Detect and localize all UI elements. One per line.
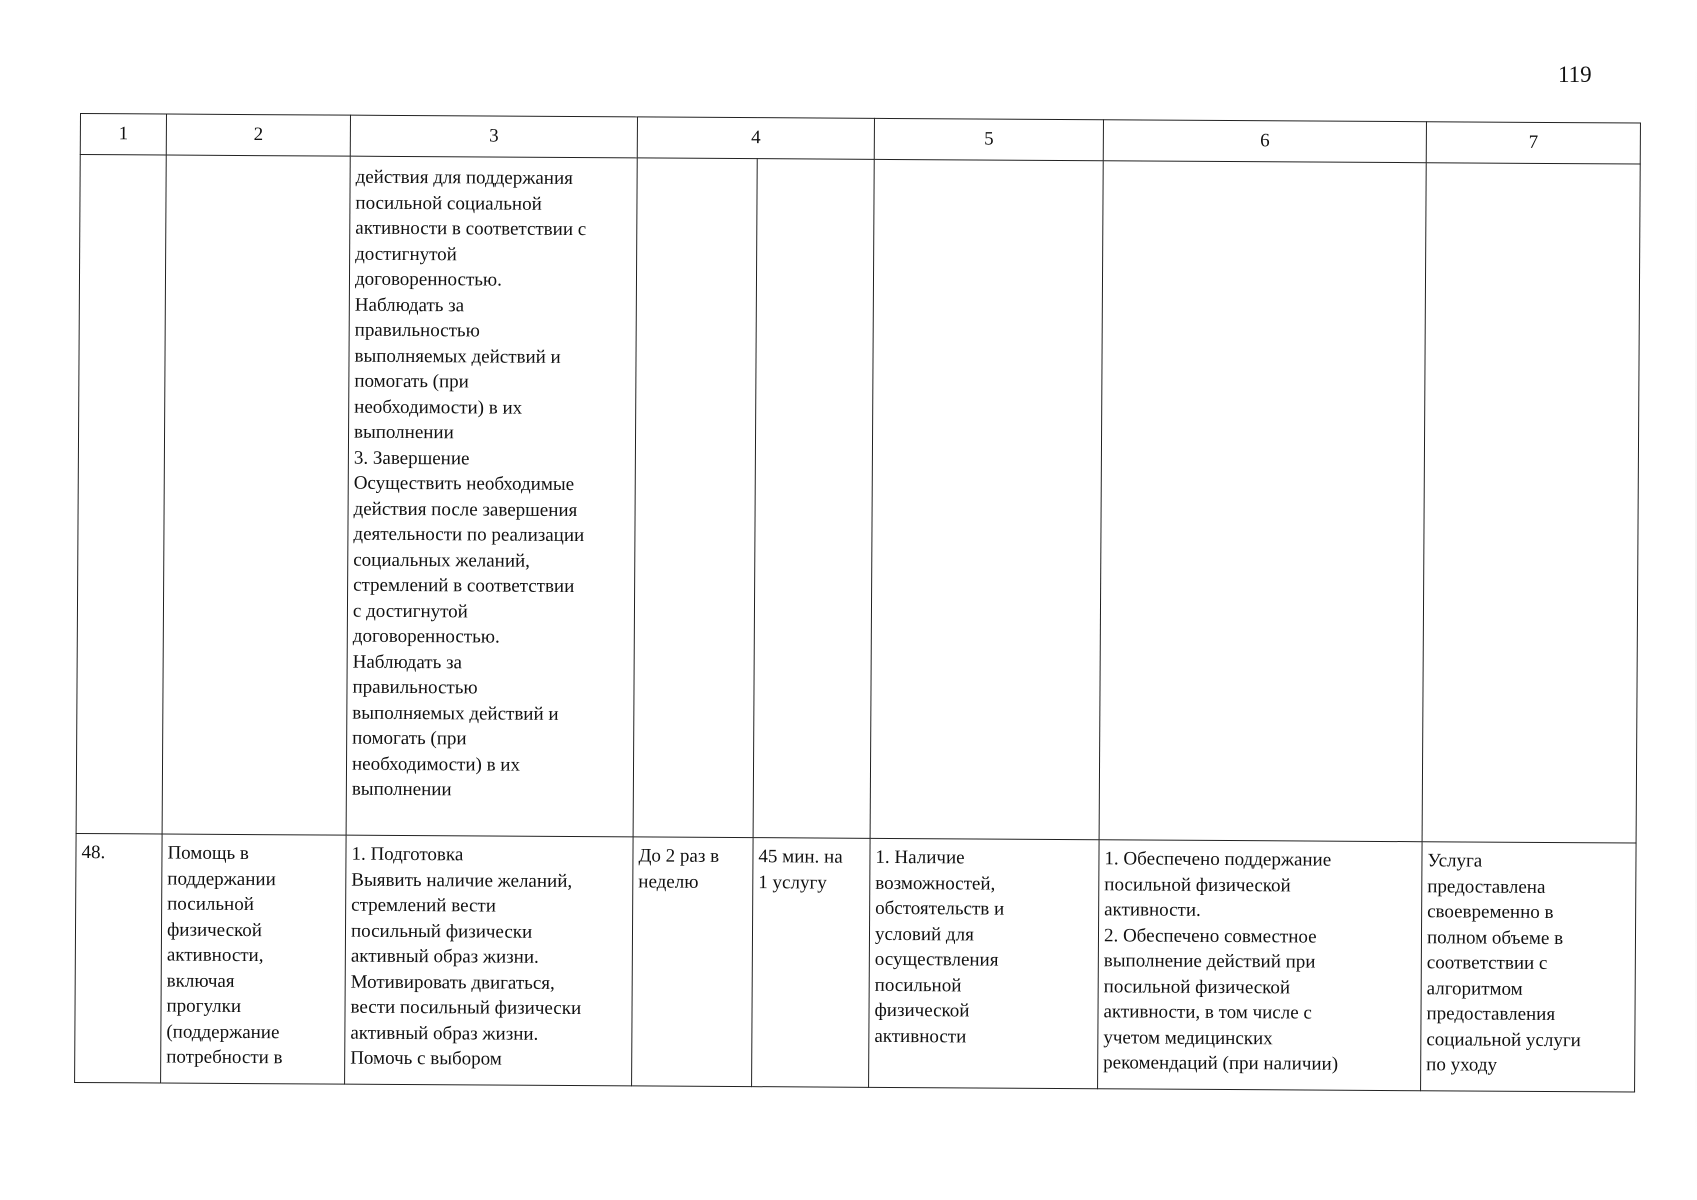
column-header-4: 4	[637, 117, 874, 159]
cell-duration: 45 мин. на 1 услугу	[752, 838, 871, 1088]
cell-service-name	[162, 155, 350, 835]
cell-service-name: Помощь в поддержании посильной физической активности, включая прогулки (поддержание потребности в	[161, 834, 347, 1084]
services-table	[74, 113, 1641, 1093]
cell-quality	[1422, 163, 1640, 843]
column-header-6: 6	[1103, 120, 1426, 163]
cell-results: 1. Обеспечено поддержание посильной физической активности. 2. Обеспечено совместное выполнение действий при посильной физической активности, в том числе с учетом медицинских рекомендаций (при наличии)	[1098, 840, 1423, 1091]
cell-service-description: действия для поддержания посильной социальной активности в соответствии с достигнутой договоренностью. Наблюдать за правильностью выполняемых действий и помогать (при необходимости) в их выполнении 3. Завершение Осуществить необходимые действия после завершения деятельности по реализации социальных желаний, стремлений в соответствии с достигнутой договоренностью. Наблюдать за правильностью выполняемых действий и помогать (при необходимости) в их выполнении	[346, 156, 637, 837]
cell-service-description: 1. Подготовка Выявить наличие желаний, стремлений вести посильный физически активный образ жизни. Мотивировать двигаться, вести посильный физически активный образ жизни. Помочь с выбором	[345, 835, 634, 1086]
cell-conditions: 1. Наличие возможностей, обстоятельств и условий для осуществления посильной физической активности	[869, 838, 1100, 1088]
cell-duration	[753, 159, 874, 839]
cell-results	[1099, 161, 1426, 842]
column-header-7: 7	[1426, 122, 1640, 164]
column-header-3: 3	[350, 115, 637, 158]
column-header-2: 2	[166, 114, 350, 156]
cell-conditions	[870, 159, 1103, 839]
page-number: 119	[1558, 62, 1592, 87]
column-header-5: 5	[874, 118, 1103, 160]
cell-quality: Услуга предоставлена своевременно в полном объеме в соответствии с алгоритмом предоставления социальной услуги по уходу	[1421, 842, 1637, 1092]
table-row-48	[75, 833, 1636, 1092]
cell-frequency	[633, 158, 757, 838]
column-header-1: 1	[80, 114, 166, 156]
cell-number	[76, 155, 166, 835]
cell-number: 48.	[75, 833, 163, 1083]
cell-frequency: До 2 раз в неделю	[632, 837, 754, 1087]
table-row-continuation	[76, 155, 1640, 844]
